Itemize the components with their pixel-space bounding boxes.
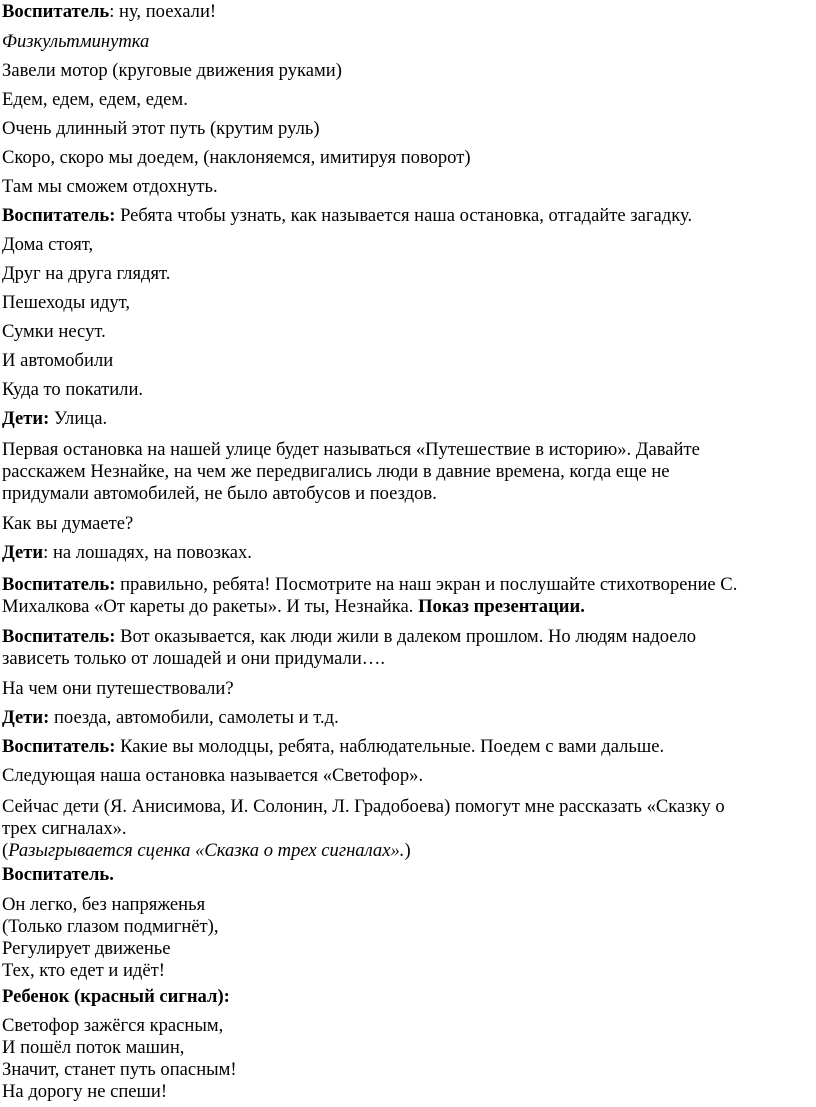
- verse-line: Он легко, без напряженья: [2, 894, 206, 915]
- paragraph-text: правильно, ребята! Посмотрите на наш экран и послушайте стихотворение С.: [120, 574, 738, 595]
- paragraph: Дома стоят,: [2, 234, 94, 255]
- paragraph: [2, 707, 339, 729]
- stage-direction: Разыгрывается сценка «Сказка о трех сигналах».: [8, 840, 405, 861]
- paragraph-text: на лошадях, на повозках.: [52, 542, 252, 563]
- paragraph-line: придумали автомобилей, не было автобусов и поездов.: [2, 483, 437, 504]
- paragraph: Следующая наша остановка называется «Светофор».: [2, 765, 424, 786]
- verse-line: На дорогу не спеши!: [2, 1081, 168, 1102]
- paragraph-text: ну, поехали!: [119, 1, 217, 22]
- verse-line: И пошёл поток машин,: [2, 1037, 185, 1058]
- paragraph: [2, 736, 664, 758]
- paragraph: [2, 542, 252, 564]
- speaker-label: Воспитатель:: [2, 205, 116, 226]
- paren-close: ): [404, 840, 411, 861]
- paragraph-line: [2, 596, 737, 618]
- speaker-label: Воспитатель:: [2, 574, 116, 595]
- speaker-label: Дети: [2, 542, 44, 563]
- paragraph: Друг на друга глядят.: [2, 263, 171, 284]
- paragraph-text: Какие вы молодцы, ребята, наблюдательные. Поедем с вами дальше.: [120, 736, 665, 757]
- paragraph-text: Ребята чтобы узнать, как называется наша остановка, отгадайте загадку.: [120, 205, 693, 226]
- paragraph: [2, 1, 216, 23]
- paragraph-line: Первая остановка на нашей улице будет называться «Путешествие в историю». Давайте: [2, 439, 700, 460]
- paragraph: [2, 408, 107, 430]
- paragraph-text: Вот оказывается, как люди жили в далеком прошлом. Но людям надоело: [120, 626, 697, 647]
- stage-direction: Показ презентации.: [418, 596, 585, 617]
- speaker-label: Дети:: [2, 408, 50, 429]
- verse-line: Регулирует движенье: [2, 938, 171, 959]
- paragraph: [2, 574, 737, 618]
- verse-line: Светофор зажёгся красным,: [2, 1015, 224, 1036]
- paragraph: Очень длинный этот путь (крутим руль): [2, 118, 320, 139]
- section-heading: Физкультминутка: [2, 31, 150, 52]
- speaker-label: Ребенок (красный сигнал):: [2, 986, 230, 1007]
- speaker-label: Воспитатель:: [2, 626, 116, 647]
- paragraph: Скоро, скоро мы доедем, (наклоняемся, имитируя поворот): [2, 147, 471, 168]
- verse: [2, 894, 219, 982]
- speaker-label: Воспитатель:: [2, 736, 116, 757]
- separator: :: [43, 542, 53, 563]
- paragraph-text: Улица.: [53, 408, 108, 429]
- paragraph-text: Михалкова «От кареты до ракеты». И ты, Незнайка.: [2, 596, 419, 617]
- paragraph: Там мы сможем отдохнуть.: [2, 176, 218, 197]
- paragraph: Завели мотор (круговые движения руками): [2, 60, 342, 81]
- paragraph-line: трех сигналах».: [2, 818, 127, 839]
- paragraph: [2, 205, 692, 227]
- paragraph-line: [2, 574, 737, 596]
- verse-line: Тех, кто едет и идёт!: [2, 960, 165, 981]
- paragraph: Едем, едем, едем, едем.: [2, 89, 188, 110]
- speaker-label: Воспитатель.: [2, 864, 114, 885]
- paragraph-text: поезда, автомобили, самолеты и т.д.: [53, 707, 339, 728]
- paragraph-line: [2, 626, 696, 648]
- verse: [2, 1015, 237, 1103]
- paragraph: [2, 439, 700, 505]
- paragraph-line: зависеть только от лошадей и они придумали….: [2, 648, 386, 669]
- speaker-label: Дети:: [2, 707, 50, 728]
- speaker-label: Воспитатель: [2, 1, 110, 22]
- paragraph: [2, 626, 696, 670]
- verse-line: Значит, станет путь опасным!: [2, 1059, 237, 1080]
- paragraph-line: Сейчас дети (Я. Анисимова, И. Солонин, Л. Градобоева) помогут мне рассказать «Сказку о: [2, 796, 725, 817]
- paragraph: На чем они путешествовали?: [2, 678, 234, 699]
- paragraph: И автомобили: [2, 350, 114, 371]
- paren-open: (: [2, 840, 9, 861]
- verse-line: (Только глазом подмигнёт),: [2, 916, 219, 937]
- paragraph: Как вы думаете?: [2, 513, 134, 534]
- paragraph-line: [2, 840, 725, 862]
- paragraph: Сумки несут.: [2, 321, 106, 342]
- paragraph: Пешеходы идут,: [2, 292, 131, 313]
- paragraph-line: расскажем Незнайке, на чем же передвигались люди в давние времена, когда еще не: [2, 461, 670, 482]
- paragraph: [2, 796, 725, 862]
- paragraph: Куда то покатили.: [2, 379, 144, 400]
- separator: :: [109, 1, 120, 22]
